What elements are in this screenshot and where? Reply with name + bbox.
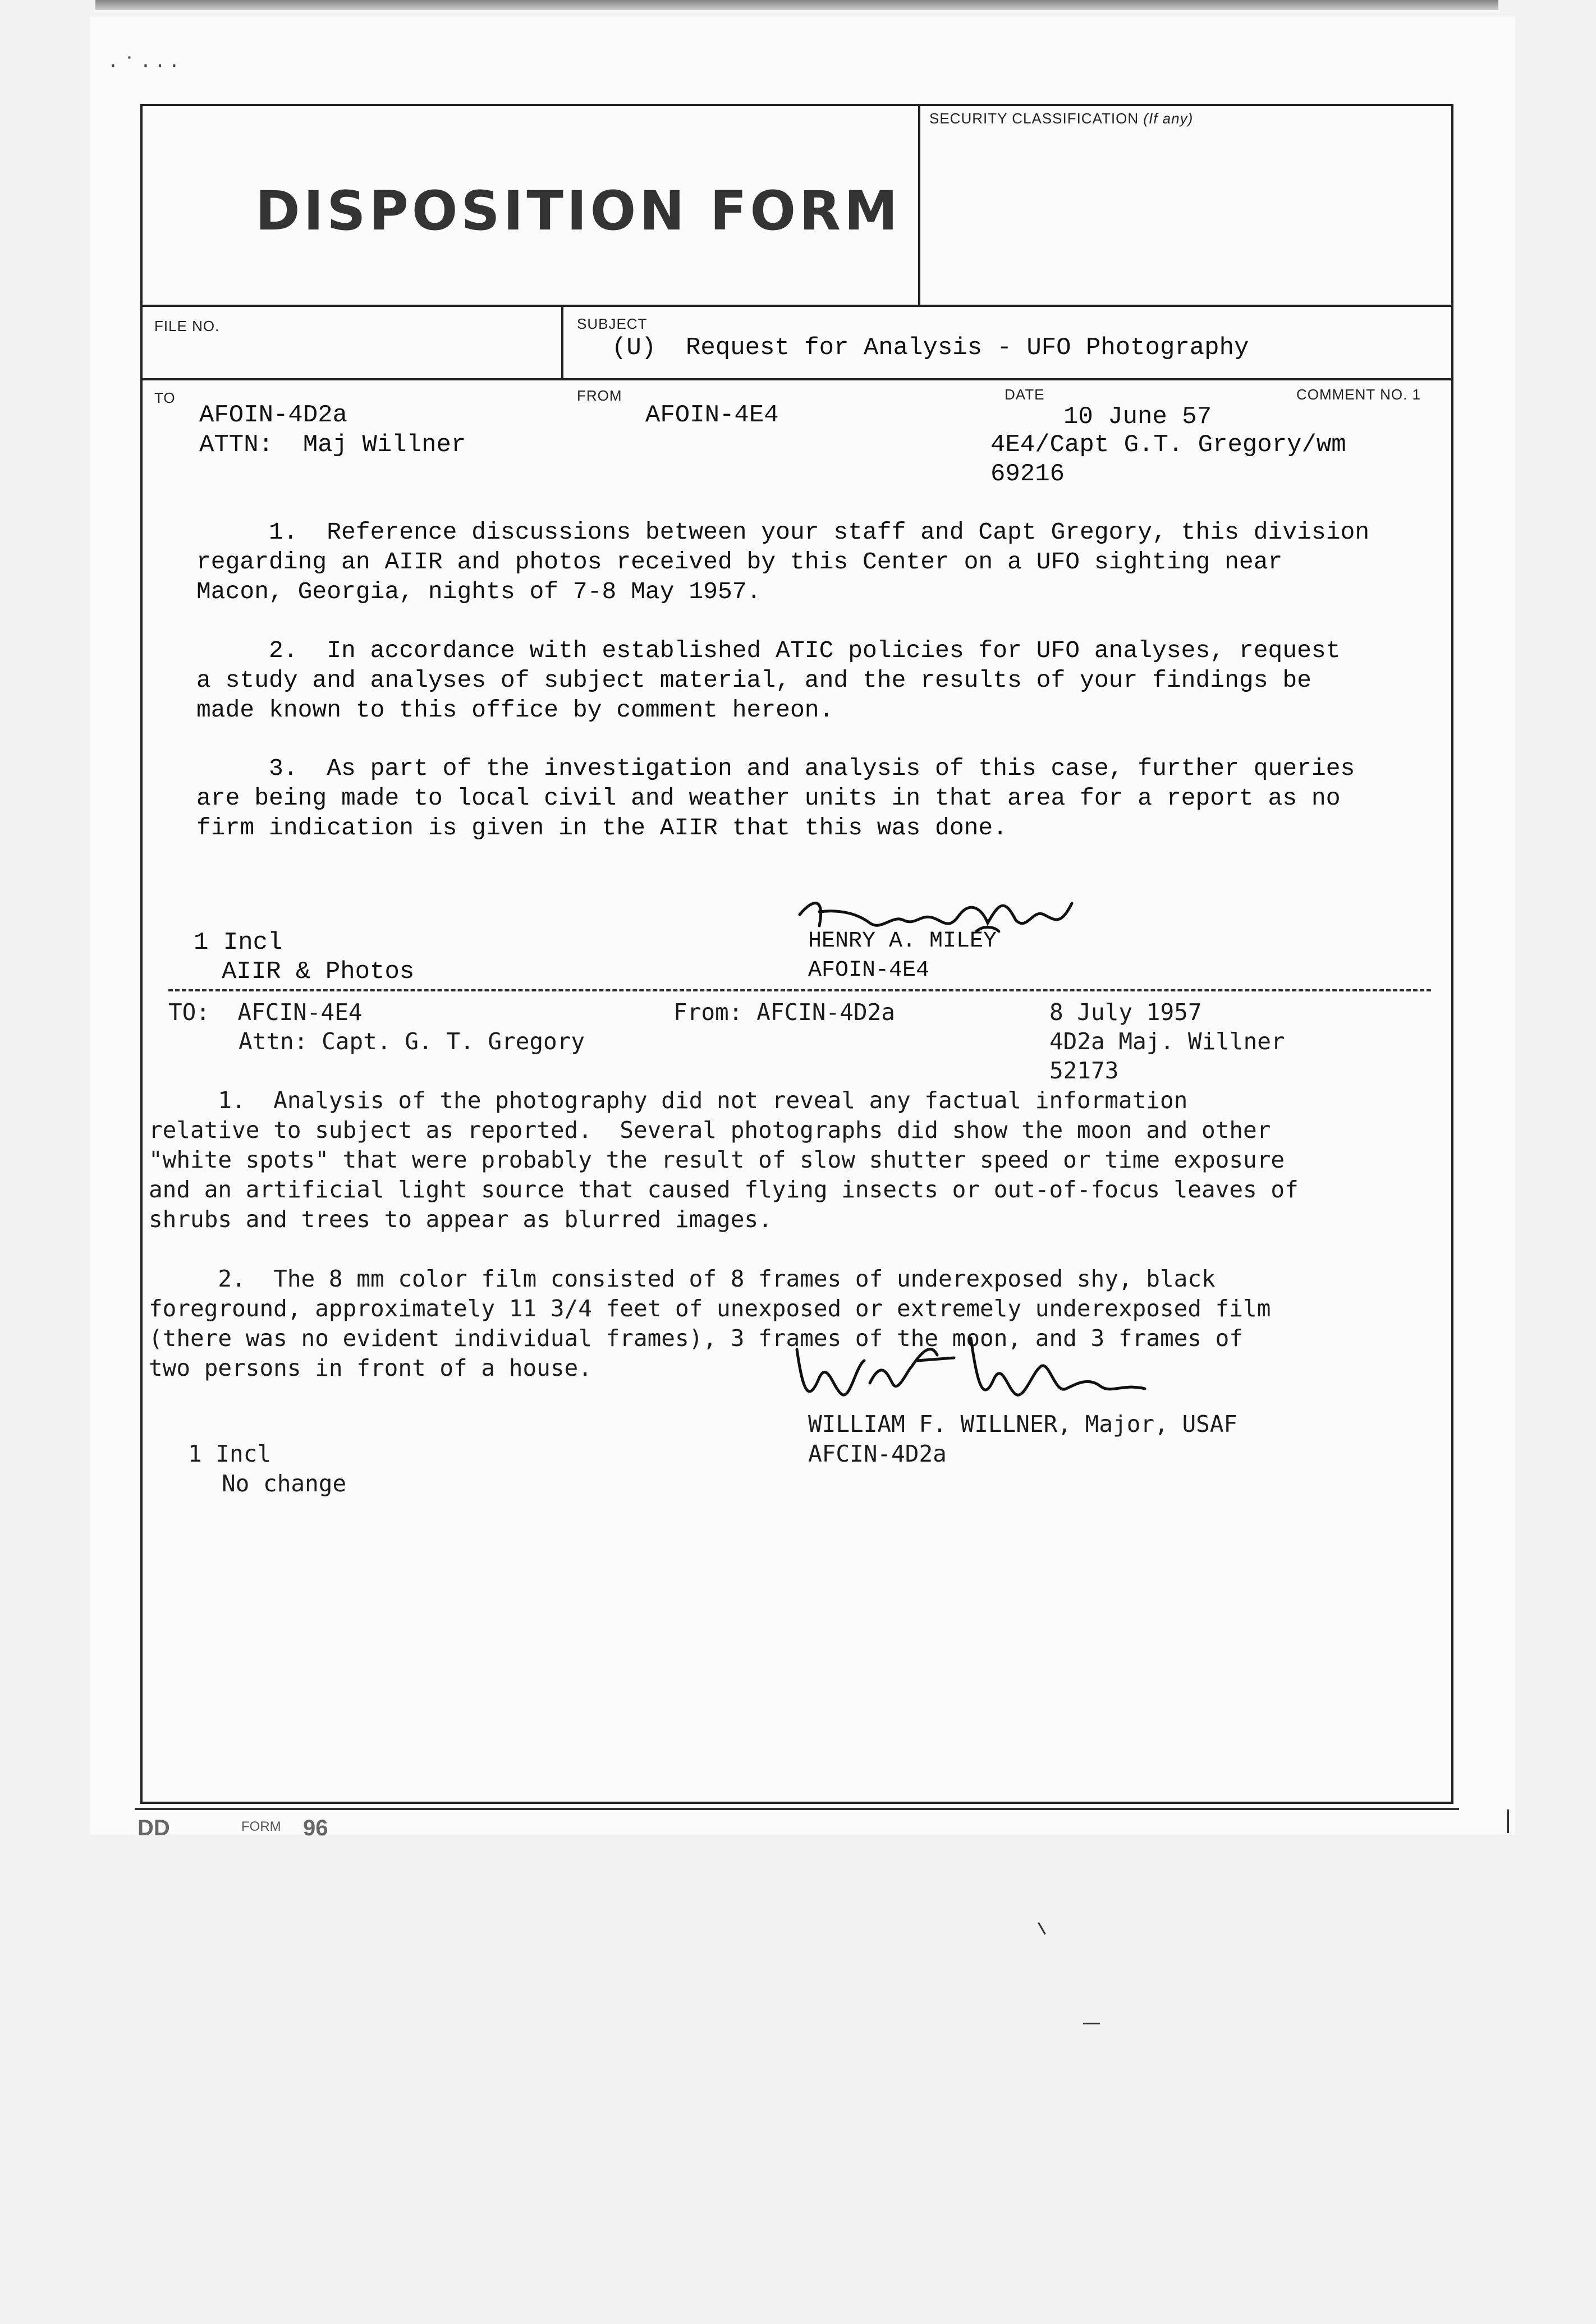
c1-signer-name: HENRY A. MILEY bbox=[808, 929, 997, 954]
subject-divider bbox=[561, 305, 563, 380]
edge-mark bbox=[1507, 1809, 1509, 1833]
c2-date: 8 July 1957 bbox=[1049, 999, 1202, 1026]
comment-separator bbox=[168, 989, 1431, 991]
c1-date: 10 June 57 bbox=[1063, 403, 1212, 431]
form-number-prefix: DD bbox=[137, 1816, 170, 1840]
subject-value: (U) Request for Analysis - UFO Photography bbox=[612, 334, 1249, 362]
form-title: DISPOSITION FORM bbox=[255, 180, 901, 242]
subject-label: SUBJECT bbox=[577, 315, 648, 332]
security-classification-label: SECURITY CLASSIFICATION (If any) bbox=[929, 110, 1194, 127]
comment-number-label: COMMENT NO. 1 bbox=[1296, 386, 1421, 403]
c2-inclosure-count: 1 Incl bbox=[188, 1440, 272, 1467]
c1-from-office: AFOIN-4E4 bbox=[645, 401, 779, 429]
stray-mark bbox=[1038, 1922, 1046, 1935]
c1-inclosure-count: 1 Incl bbox=[194, 929, 283, 957]
form-bottom-rule bbox=[135, 1808, 1459, 1813]
c1-to-office: AFOIN-4D2a bbox=[199, 401, 348, 429]
from-label: FROM bbox=[577, 387, 622, 404]
date-label: DATE bbox=[1005, 386, 1045, 403]
c1-phone: 69216 bbox=[990, 460, 1065, 488]
c2-to-office: TO: AFCIN-4E4 bbox=[168, 999, 363, 1026]
c2-signer-name: WILLIAM F. WILLNER, Major, USAF bbox=[808, 1411, 1238, 1437]
file-no-label: FILE NO. bbox=[154, 318, 220, 334]
to-label: TO bbox=[154, 389, 176, 406]
c1-signer-office: AFOIN-4E4 bbox=[808, 958, 930, 983]
c2-from-office: From: AFCIN-4D2a bbox=[673, 999, 895, 1026]
c1-inclosure-item: AIIR & Photos bbox=[222, 958, 415, 986]
c2-signer-office: AFCIN-4D2a bbox=[808, 1440, 947, 1467]
c2-to-attn: Attn: Capt. G. T. Gregory bbox=[239, 1028, 585, 1055]
c1-paragraph-1: 1. Reference discussions between your staff and Capt Gregory, this division regarding an AIIR and photos received by this Center on a UFO sighting near Macon, Georgia, nights of 7-8 May 1957. bbox=[196, 518, 1370, 605]
c2-inclosure-item: No change bbox=[222, 1470, 347, 1497]
page-edge-shadow bbox=[95, 0, 1498, 10]
header-rule bbox=[140, 305, 1453, 307]
c2-paragraph-2: 2. The 8 mm color film consisted of 8 frames of underexposed shy, black foreground, approximately 11 3/4 feet of unexposed or extremely underexposed film (there was no evident individual frames), 3 frames of the moon, and 3 frames of two persons in front of a house. bbox=[149, 1265, 1271, 1381]
form-number-label: FORM bbox=[241, 1819, 281, 1834]
willner-signature bbox=[786, 1327, 1167, 1417]
c1-paragraph-2: 2. In accordance with established ATIC policies for UFO analyses, request a study and analyses of subject material, and the results of your findings be made known to this office by comment hereon. bbox=[196, 637, 1341, 724]
speck-mark: · ˙ · · · bbox=[109, 53, 178, 79]
c1-paragraph-3: 3. As part of the investigation and analysis of this case, further queries are being made to local civil and weather units in that area for a report as no firm indication is given in the AIIR that this was done. bbox=[196, 755, 1355, 842]
c2-originator: 4D2a Maj. Willner bbox=[1049, 1028, 1285, 1055]
c1-to-attn: ATTN: Maj Willner bbox=[199, 431, 466, 459]
stray-mark-2 bbox=[1083, 2023, 1100, 2024]
header-divider bbox=[918, 104, 920, 307]
form-number-value: 96 bbox=[303, 1816, 328, 1840]
c1-originator: 4E4/Capt G.T. Gregory/wm bbox=[990, 431, 1346, 459]
c2-paragraph-1: 1. Analysis of the photography did not reveal any factual information relative to subject as reported. Several photographs did show the moon and other "white spots" that were probably the result of slow shutter speed or time exposure and an artificial light source that caused flying insects or out-of-focus leaves of shrubs and trees to appear as blurred images. bbox=[149, 1087, 1299, 1233]
subject-rule bbox=[140, 378, 1453, 380]
c2-phone: 52173 bbox=[1049, 1057, 1119, 1084]
